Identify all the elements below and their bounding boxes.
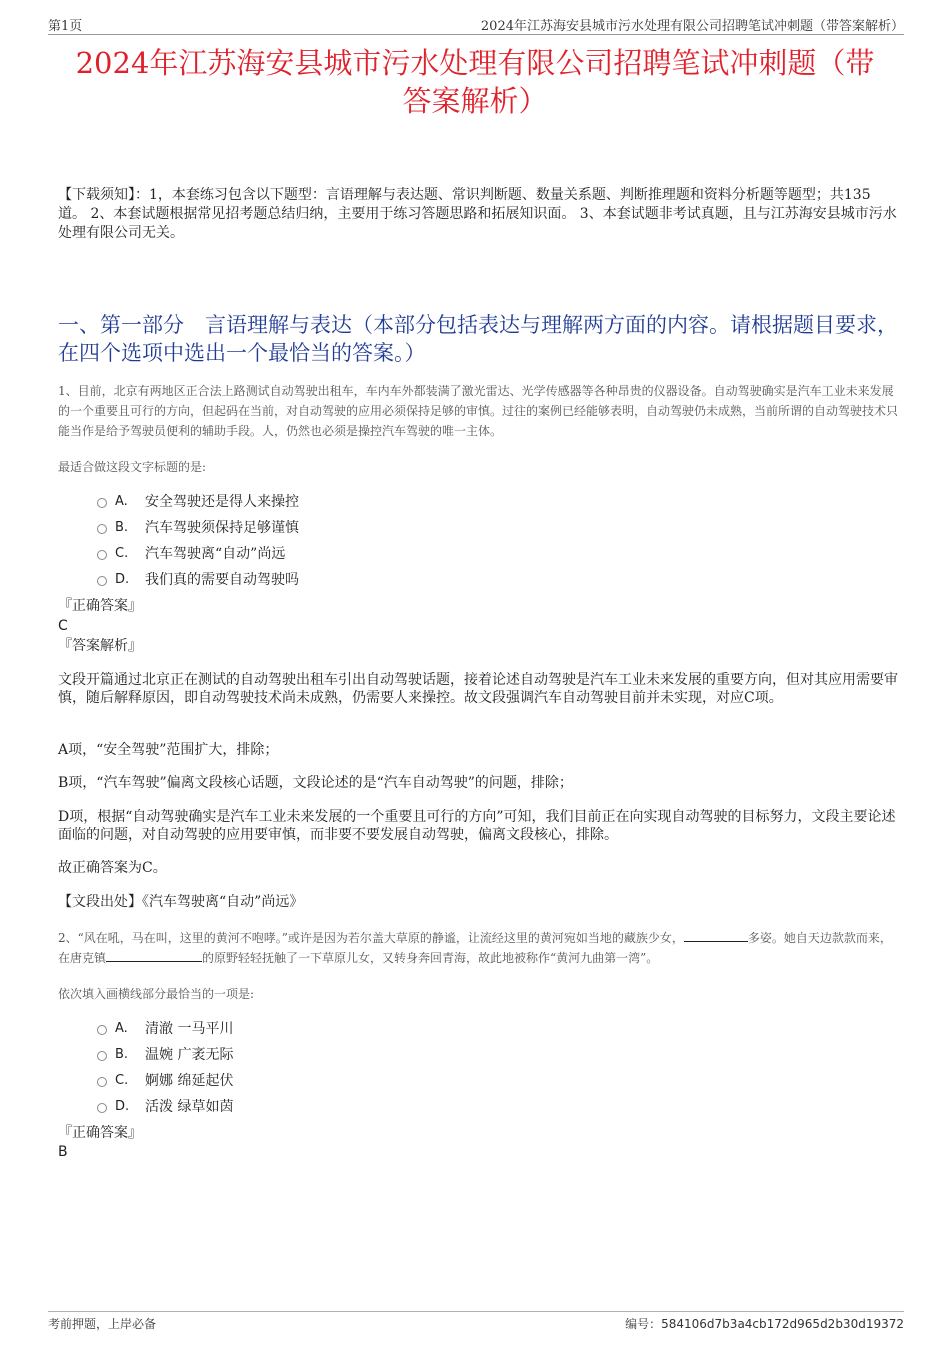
q1-option-b[interactable]: B. 汽车驾驶须保持足够谨慎 — [97, 514, 299, 540]
page-number: 第1页 — [48, 19, 83, 34]
q1-analysis-paragraph: B项，“汽车驾驶”偏离文段核心话题，文段论述的是“汽车自动驾驶”的问题，排除； — [58, 775, 573, 791]
radio-icon[interactable] — [97, 1051, 107, 1061]
q2-option-d[interactable]: D. 活泼 绿草如茵 — [97, 1093, 233, 1119]
fill-blank-1 — [684, 929, 748, 942]
title-line-2: 答案解析） — [402, 84, 548, 118]
q2-option-c[interactable]: C. 婀娜 绵延起伏 — [97, 1067, 233, 1093]
q1-option-d[interactable]: D. 我们真的需要自动驾驶吗 — [97, 566, 299, 592]
radio-icon[interactable] — [97, 576, 107, 586]
q1-analysis-paragraph: 故正确答案为C。 — [58, 860, 167, 876]
radio-icon[interactable] — [97, 550, 107, 560]
fill-blank-2 — [106, 949, 202, 962]
q2-option-b[interactable]: B. 温婉 广袤无际 — [97, 1041, 233, 1067]
q2-answer: B — [58, 1144, 68, 1160]
radio-icon[interactable] — [97, 1025, 107, 1035]
q1-analysis-paragraph: 文段开篇通过北京正在测试的自动驾驶出租车引出自动驾驶话题，接着论述自动驾驶是汽车工业未来发展的重要方向，但对其应用需要审慎，随后解释原因，即自动驾驶技术尚未成熟，仍需要人来操控。故文段强调汽车自动驾驶目前并未实现，对应C项。 — [58, 672, 898, 706]
radio-icon[interactable] — [97, 1077, 107, 1087]
radio-icon[interactable] — [97, 1103, 107, 1113]
footer-code: 编号：584106d7b3a4cb172d965d2b30d19372 — [625, 1317, 904, 1331]
page-header — [48, 14, 904, 35]
question-2-options — [97, 1015, 233, 1119]
q2-answer-label: 『正确答案』 — [58, 1125, 142, 1141]
q1-answer: C — [58, 618, 68, 634]
question-1-options — [97, 488, 299, 592]
q1-source: 【文段出处】《汽车驾驶离“自动”尚远》 — [58, 894, 304, 910]
q1-analysis-label: 『答案解析』 — [58, 638, 142, 654]
download-notice: 【下载须知】：1，本套练习包含以下题型：言语理解与表达题、常识判断题、数量关系题、判断推理题和资料分析题等题型；共135道。 2、本套试题根据常见招考题总结归纳，主要用于练习答题思路和拓展知识面。 3、本套试题非考试真题，且与江苏海安县城市污水处理有限公司无关。 — [58, 187, 897, 241]
question-2-prompt: 依次填入画横线部分最恰当的一项是: — [58, 987, 255, 1001]
q1-answer-label: 『正确答案』 — [58, 598, 142, 614]
radio-icon[interactable] — [97, 524, 107, 534]
header-doc-title: 2024年江苏海安县城市污水处理有限公司招聘笔试冲刺题（带答案解析） — [480, 19, 904, 34]
document-title — [48, 44, 902, 120]
q2-option-a[interactable]: A. 清澈 一马平川 — [97, 1015, 233, 1041]
radio-icon[interactable] — [97, 498, 107, 508]
title-line-1: 2024年江苏海安县城市污水处理有限公司招聘笔试冲刺题（带 — [75, 46, 875, 80]
footer-slogan: 考前押题，上岸必备 — [48, 1317, 157, 1331]
q1-option-c[interactable]: C. 汽车驾驶离“自动”尚远 — [97, 540, 299, 566]
q1-option-a[interactable]: A. 安全驾驶还是得人来操控 — [97, 488, 299, 514]
q1-analysis-paragraph: A项，“安全驾驶”范围扩大，排除； — [58, 742, 279, 758]
question-1-text: 1、目前，北京有两地区正合法上路测试自动驾驶出租车，车内车外都装满了激光雷达、光学传感器等各种昂贵的仪器设备。自动驾驶确实是汽车工业未来发展的一个重要且可行的方向，但起码在当前，对自动驾驶的应用必须保持足够的审慎。过往的案例已经能够表明，自动驾驶仍未成熟，当前所谓的自动驾驶技术只能当作是给予驾驶员便利的辅助手段。人，仍然也必须是操控汽车驾驶的唯一主体。 — [58, 384, 899, 438]
q1-analysis-paragraph: D项，根据“自动驾驶确实是汽车工业未来发展的一个重要且可行的方向”可知，我们目前正在向实现自动驾驶的目标努力，文段主要论述面临的问题，对自动驾驶的应用要审慎，而非要不要发展自动驾驶，偏离文段核心，排除。 — [58, 809, 896, 843]
section-heading: 一、第一部分 言语理解与表达（本部分包括表达与理解两方面的内容。请根据题目要求，在四个选项中选出一个最恰当的答案。） — [58, 313, 898, 365]
question-1-prompt: 最适合做这段文字标题的是: — [58, 460, 207, 474]
page-footer — [48, 1311, 904, 1334]
question-2-text: 2、“风在吼，马在叫，这里的黄河不咆哮。”或许是因为若尔盖大草原的静谧，让流经这里的黄河宛如当地的藏族少女， 多姿。她自天边款款而来，在唐克镇 的原野轻轻抚触了一下草原儿女，又转身奔回青海，故此地被称作“黄河九曲第一湾”。 — [58, 931, 892, 965]
